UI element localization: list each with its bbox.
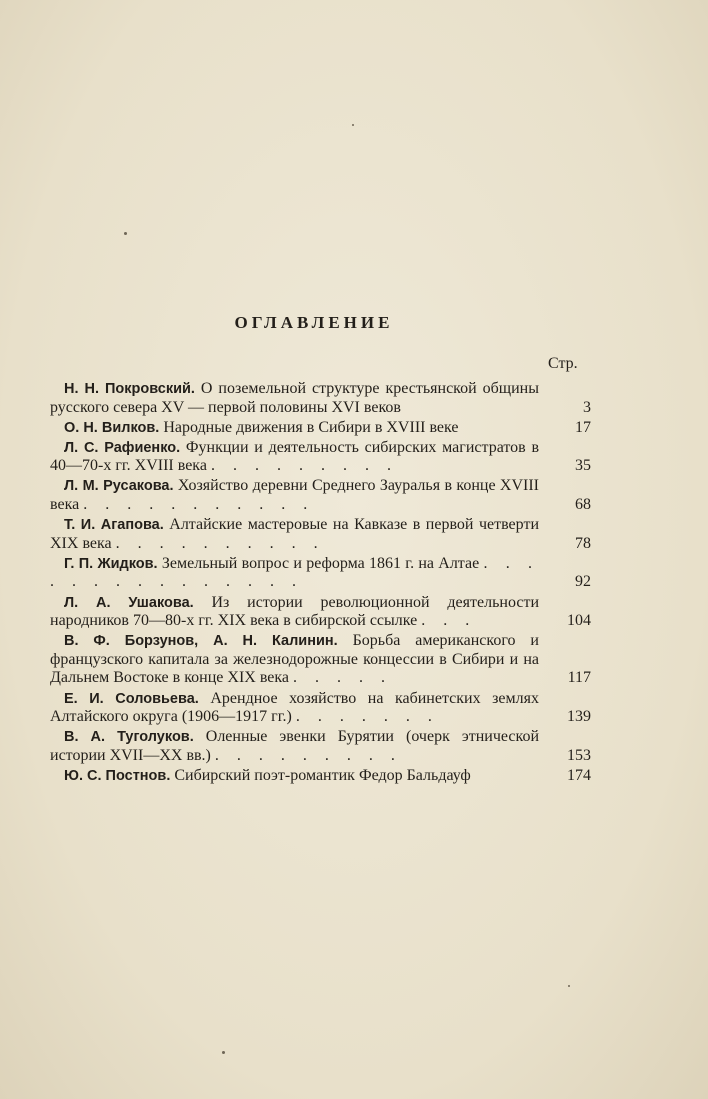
entry-title: Алтайские мастеровые на Кавказе в первой четверти XIX века — [50, 516, 540, 552]
entry-author: В. Ф. Борзунов, А. Н. Калинин. — [64, 633, 338, 650]
entry-page-number: 68 — [575, 496, 591, 514]
paper-speck — [124, 232, 127, 235]
entry-author: В. А. Туголуков. — [64, 729, 194, 746]
entry-author: Г. П. Жидков. — [64, 555, 158, 572]
entry-author: Т. И. Агапова. — [64, 517, 164, 534]
entry-title: Функции и деятельность сибирских магистратов в 40—70-х гг. XVIII века — [50, 438, 539, 475]
leader-dots: . . . . . . . . . . . — [83, 496, 315, 514]
entry-page-number: 92 — [575, 573, 591, 591]
toc-entry[interactable] — [50, 690, 591, 727]
paper-speck — [352, 124, 354, 126]
page-column-header: Стр. — [548, 355, 578, 372]
toc-entry[interactable] — [50, 439, 591, 476]
entry-author: Ю. С. Постнов. — [64, 767, 171, 784]
leader-dots: . . . . . . . . . — [210, 457, 398, 475]
table-of-contents — [50, 380, 591, 787]
entry-page-number: 139 — [567, 708, 591, 726]
entry-title: Из истории революционной деятельности народников 70—80-х гг. XIX века в сибирской ссылке — [50, 593, 540, 630]
entry-author: Л. С. Рафиенко. — [64, 439, 181, 456]
entry-title: Народные движения в Сибири в XVIII веке — [163, 418, 459, 436]
entry-page-number: 104 — [567, 612, 591, 630]
entry-author: Е. И. Соловьева. — [64, 690, 199, 707]
entry-title: Земельный вопрос и реформа 1861 г. на Алтае — [161, 554, 480, 572]
entry-author: Л. А. Ушакова. — [64, 594, 194, 611]
entry-title: Оленные эвенки Бурятии (очерк этнической истории XVII—XX вв.) — [50, 728, 540, 764]
paper-speck — [568, 985, 570, 987]
leader-dots: . . . . . . . — [295, 708, 439, 726]
entry-title: Арендное хозяйство на кабинетских землях Алтайского округа (1906—1917 гг.) — [50, 689, 540, 726]
page-title: ОГЛАВЛЕНИЕ — [234, 313, 394, 332]
entry-page-number: 35 — [575, 457, 591, 475]
toc-entry[interactable] — [50, 555, 591, 592]
entry-title: Сибирский поэт-романтик Федор Бальдауф — [174, 766, 471, 784]
toc-entry[interactable] — [50, 419, 591, 438]
toc-entry[interactable] — [50, 632, 591, 688]
entry-author: Л. М. Русакова. — [64, 478, 174, 495]
toc-entry[interactable] — [50, 767, 591, 786]
leader-dots: . . . . . . . . . . — [115, 534, 325, 552]
leader-dots: . . . . . — [293, 669, 393, 687]
toc-entry[interactable] — [50, 380, 591, 417]
leader-dots: . . . — [421, 612, 477, 630]
entry-title: О поземельной структуре крестьянской общины русского севера XV — первой половины XVI веков — [50, 380, 539, 416]
entry-title: Хозяйство деревни Среднего Зауралья в конце XVIII века — [50, 477, 540, 514]
entry-page-number: 78 — [575, 534, 591, 552]
leader-dots: . . . . . . . . . . . . . . . — [50, 554, 540, 591]
entry-page-number: 117 — [567, 669, 591, 687]
toc-entry[interactable] — [50, 728, 591, 765]
entry-page-number: 174 — [567, 766, 591, 784]
leader-dots: . . . . . . . . . — [214, 746, 402, 764]
entry-title: Борьба американского и французского капитала за железнодорожные концессии в Сибири и на Дальнем Востоке в конце XIX века — [50, 632, 539, 687]
paper-speck — [222, 1051, 225, 1054]
entry-page-number: 3 — [583, 398, 591, 416]
entry-author: О. Н. Вилков. — [64, 419, 160, 436]
entry-page-number: 17 — [575, 418, 591, 436]
toc-entry[interactable] — [50, 477, 591, 514]
entry-page-number: 153 — [567, 746, 591, 764]
toc-entry[interactable] — [50, 594, 591, 631]
toc-entry[interactable] — [50, 516, 591, 553]
entry-author: Н. Н. Покровский. — [64, 381, 195, 397]
